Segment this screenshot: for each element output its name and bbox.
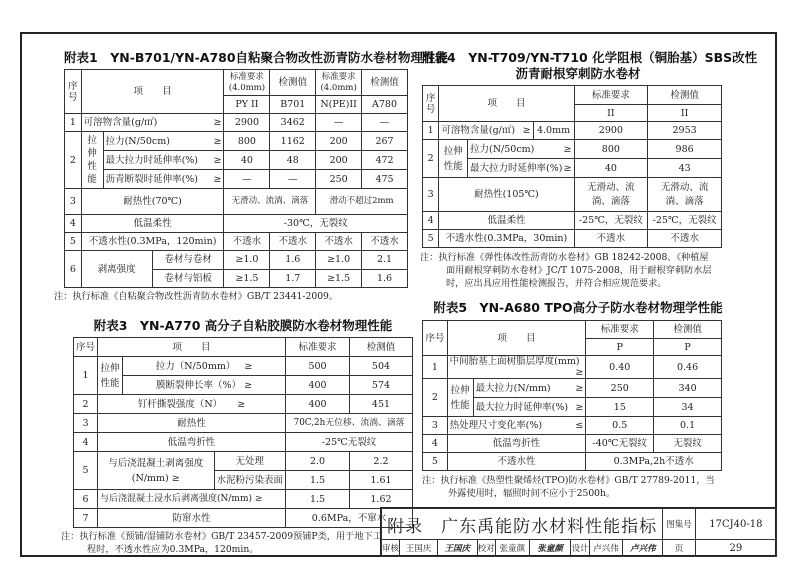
row-item: 膜断裂伸长率（%） ≥: [123, 376, 286, 395]
col-header-val: 检测值: [648, 86, 722, 105]
table5-block: [422, 300, 734, 500]
table-row: [423, 212, 722, 230]
note-line: 时，应出具应用性能检测报告，并符合相应规范要求。: [446, 278, 667, 289]
review-label: 审核: [382, 540, 400, 557]
col-header-item: 项 目: [439, 86, 574, 122]
cell: 40: [574, 159, 648, 178]
sub-header: B701: [270, 96, 316, 114]
row-item: 耐热性(70℃): [81, 189, 224, 215]
table-row: [423, 122, 722, 140]
row-no: 5: [423, 453, 448, 471]
row-no: 2: [423, 140, 439, 178]
table1-note: 注：执行标准《自粘聚合物改性沥青防水卷材》GB/T 23441-2009。: [54, 291, 339, 302]
cell: 滑动不超过2mm: [316, 189, 408, 215]
cell: 1.5: [286, 471, 350, 490]
row-no: 4: [423, 435, 448, 453]
cell: 340: [654, 379, 722, 398]
col-header-std1: 标准要求(4.0mm): [224, 70, 270, 96]
row-item: 无处理: [214, 452, 286, 471]
row-item: 低温弯折性: [98, 433, 286, 452]
cell: 不透水: [316, 233, 362, 251]
row-item: 防窜水性: [98, 509, 286, 528]
cell: 不透水: [224, 233, 270, 251]
table5-note: [422, 474, 734, 500]
sub-header: PY II: [224, 96, 270, 114]
cell: ≥1.0: [316, 251, 362, 270]
cell: —: [316, 114, 362, 132]
row-no: 3: [65, 189, 82, 215]
row-no: 5: [65, 233, 82, 251]
row-no: 3: [423, 417, 448, 435]
title-block: [380, 507, 777, 557]
table-row: [423, 178, 722, 212]
row-no: 1: [423, 122, 439, 140]
note-line: 外露使用时，辐照时间不应小于2500h。: [448, 488, 616, 499]
cell: ≥1.5: [316, 269, 362, 288]
row-item: 可溶物含量(g/㎡) ≥: [81, 114, 224, 132]
cell: 986: [648, 140, 722, 159]
cell: 1.62: [349, 490, 412, 509]
table3-block: [61, 318, 413, 556]
cell: 不透水: [270, 233, 316, 251]
row-item: 热处理尺寸变化率(%) ≤: [447, 417, 586, 435]
cell: 250: [316, 170, 362, 189]
col-header-item: 项 目: [447, 321, 586, 356]
row-item: 低温柔性: [439, 212, 574, 230]
table-row: [65, 189, 408, 215]
note-line: 面用耐根穿刺防水卷材》JC/T 1075-2008，用于耐根穿刺防水层: [446, 265, 712, 276]
row-no: 1: [423, 356, 448, 379]
drawing-title: 附录 广东禹能防水材料性能指标: [382, 509, 663, 540]
cell: 1.5: [286, 490, 350, 509]
designer-signature: 卢兴伟: [623, 540, 663, 557]
row-group: 拉伸性能: [81, 132, 103, 189]
table-row: [65, 233, 408, 251]
note-line: 注：执行标准《弹性体改性沥青防水卷材》GB 18242-2008、《种植屋: [420, 252, 709, 263]
row-no: 6: [65, 251, 82, 288]
cell: 574: [349, 376, 412, 395]
row-item: 与后浇混凝土浸水后剥离强度(N/mm) ≥: [98, 490, 286, 509]
cell: 400: [286, 395, 350, 414]
cell: 0.5: [586, 417, 654, 435]
table-row: [74, 414, 413, 433]
checker-signature: 张童颜: [529, 540, 571, 557]
cell: 无滑动、流淌、滴落: [224, 189, 316, 215]
table-row: [65, 114, 408, 132]
cell: 500: [286, 357, 350, 376]
col-header-item: 项 目: [81, 70, 224, 114]
table-row: [423, 230, 722, 248]
cell: 无滑动、流淌、滴落: [648, 178, 722, 212]
note-line: 注：执行标准《预铺/湿铺防水卷材》GB/T 23457-2009预铺P类，用于地下工: [61, 531, 382, 542]
row-item: 耐热性(105℃): [439, 178, 574, 212]
row-no: 3: [423, 178, 439, 212]
row-no: 1: [74, 357, 98, 395]
cell: —: [362, 114, 408, 132]
cell: 2.1: [362, 251, 408, 270]
cell: 15: [586, 398, 654, 417]
table-row: [423, 453, 722, 471]
table-row: [74, 490, 413, 509]
row-no: 3: [74, 414, 98, 433]
sub-header: P: [654, 339, 722, 356]
cell: 800: [574, 140, 648, 159]
cell: ≥1.5: [224, 269, 270, 288]
row-item: 耐热性: [98, 414, 286, 433]
cell: 2900: [574, 122, 648, 140]
row-group: 拉伸性能: [98, 357, 123, 395]
row-item: 不透水性: [447, 453, 586, 471]
col-header-val1: 检测值: [270, 70, 316, 96]
row-group: 与后浇混凝土剥离强度(N/mm) ≥: [98, 452, 215, 490]
row-item: 沥青断裂时延伸率(%) ≥: [103, 170, 224, 189]
table4-note: [420, 251, 734, 290]
cell: —: [270, 170, 316, 189]
cell: 0.3MPa,2h不透水: [586, 453, 722, 471]
table-row: [423, 356, 722, 379]
row-group: 拉伸性能: [439, 140, 468, 178]
col-header-std: 标准要求: [286, 338, 350, 357]
row-no: 4: [65, 215, 82, 233]
table4-block: [420, 50, 758, 290]
cell: 2.0: [286, 452, 350, 471]
row-no: 4: [423, 212, 439, 230]
row-item: 不透水性(0.3MPa，120min): [81, 233, 224, 251]
cell: 1162: [270, 132, 316, 151]
row-item: 钉杆撕裂强度（N） ≥: [98, 395, 286, 414]
col-header-no: 序号: [423, 321, 448, 356]
cell: 不透水: [574, 230, 648, 248]
cell: 1.7: [270, 269, 316, 288]
row-item: 低温柔性: [81, 215, 224, 233]
row-no: 2: [65, 132, 82, 189]
table4-title-line1: 附表4 YN-T709/YN-T710 化学阻根（铜胎基）SBS改性: [422, 50, 758, 65]
row-item: 拉力（N/50mm） ≥: [123, 357, 286, 376]
table-row: [74, 395, 413, 414]
row-no: 2: [74, 395, 98, 414]
row-item: 拉力(N/50cm) ≥: [468, 140, 574, 159]
note-line: 程时，不透水性应为0.3MPa，120min。: [87, 544, 259, 555]
reviewer-signature: 王国庆: [437, 540, 477, 557]
row-no: 6: [74, 490, 98, 509]
row-no: 7: [74, 509, 98, 528]
design-label: 设计: [571, 540, 589, 557]
cell: 34: [654, 398, 722, 417]
table-row: [74, 452, 413, 471]
table-row: [65, 215, 408, 233]
cell: 1.6: [270, 251, 316, 270]
cell: 无裂纹: [654, 435, 722, 453]
sub-header: P: [586, 339, 654, 356]
reviewer-name: 王国庆: [400, 540, 438, 557]
table3-note: [61, 530, 413, 556]
cell: 451: [349, 395, 412, 414]
table5: [422, 320, 722, 471]
cell: 无滑动、流淌、滴落: [574, 178, 648, 212]
table1: [64, 69, 408, 288]
atlas-label: 图集号: [663, 509, 696, 540]
sub-header: II: [648, 105, 722, 122]
row-group: 剥离强度: [82, 251, 153, 287]
col-header-no: 序号: [65, 70, 82, 114]
row-item: 最大拉力时延伸率(%) ≥: [468, 159, 574, 178]
col-header-no: 序号: [74, 338, 98, 357]
col-header-std: 标准要求: [586, 321, 654, 339]
cell: 0.40: [586, 356, 654, 379]
table4: [422, 85, 722, 248]
sub-header: A780: [362, 96, 408, 114]
row-no: 4: [74, 433, 98, 452]
table-row: [423, 379, 722, 398]
table1-title: 附表1 YN-B701/YN-A780自粘聚合物改性沥青防水卷材物理性能: [64, 50, 449, 65]
table-row: [423, 140, 722, 159]
cell: 3462: [270, 114, 316, 132]
table5-title: 附表5 YN-A680 TPO高分子防水卷材物理学性能: [433, 300, 723, 315]
col-header-val: 检测值: [349, 338, 412, 357]
table3: [73, 337, 413, 528]
table-row: [423, 417, 722, 435]
cell: 267: [362, 132, 408, 151]
table3-title: 附表3 YN-A770 高分子自粘胶膜防水卷材物理性能: [93, 318, 393, 333]
row-item: 卷材与铝板: [164, 272, 212, 284]
note-line: 注：执行标准《热塑性聚烯烃(TPO)防水卷材》GB/T 27789-2011，当: [422, 475, 715, 486]
cell: 0.6MPa，不窜水: [286, 509, 413, 528]
cell: 40: [224, 151, 270, 170]
table-row: [65, 151, 408, 170]
table-row: [74, 433, 413, 452]
cell: 1.61: [349, 471, 412, 490]
table-row: [423, 435, 722, 453]
table-row: [74, 357, 413, 376]
row-spec: 4.0mm: [533, 122, 574, 140]
cell: 200: [316, 151, 362, 170]
check-label: 校对: [477, 540, 495, 557]
row-item: 卷材与卷材: [153, 251, 224, 270]
row-item: 水泥粉污染表面: [214, 471, 286, 490]
row-item: 低温弯折性: [447, 435, 586, 453]
atlas-number: 17CJ40-18: [695, 509, 776, 540]
cell: 472: [362, 151, 408, 170]
row-item: 最大拉力时延伸率(%) ≥: [473, 398, 586, 417]
row-item: 最大拉力时延伸率(%) ≥: [103, 151, 224, 170]
row-item: 中间胎基上面树脂层厚度(mm) ≥: [447, 356, 586, 379]
col-header-no: 序号: [423, 86, 439, 122]
cell: 48: [270, 151, 316, 170]
row-no: 5: [74, 452, 98, 490]
cell: —: [224, 170, 270, 189]
cell: 2953: [648, 122, 722, 140]
row-group: 拉伸性能: [447, 379, 473, 417]
col-header-item: 项 目: [98, 338, 286, 357]
cell: 0.46: [654, 356, 722, 379]
cell: 0.1: [654, 417, 722, 435]
cell: -25℃，无裂纹: [648, 212, 722, 230]
row-item: 可溶物含量(g/㎡) ≥: [439, 122, 533, 140]
designer-name: 卢兴伟: [589, 540, 623, 557]
table4-title-line2: 沥青耐根穿刺防水卷材: [515, 66, 641, 81]
cell: 不透水: [648, 230, 722, 248]
col-header-std: 标准要求: [574, 86, 648, 105]
cell: 1.6: [362, 269, 408, 288]
sub-header: N(PE)II: [316, 96, 362, 114]
table-row: [74, 376, 413, 395]
cell: 43: [648, 159, 722, 178]
row-group-cell: [81, 251, 224, 288]
row-item: 最大拉力(N/mm) ≥: [473, 379, 586, 398]
cell: -40℃无裂纹: [586, 435, 654, 453]
table-row: [65, 132, 408, 151]
col-header-std2: 标准要求(4.0mm): [316, 70, 362, 96]
row-no: 5: [423, 230, 439, 248]
page-label: 页: [663, 540, 696, 557]
cell: 504: [349, 357, 412, 376]
cell: 400: [286, 376, 350, 395]
cell: 2.2: [349, 452, 412, 471]
checker-name: 张童颜: [495, 540, 529, 557]
row-item: 拉力(N/50cm) ≥: [103, 132, 224, 151]
row-no: 1: [65, 114, 82, 132]
table-row: [74, 509, 413, 528]
row-no: 2: [423, 379, 448, 417]
cell: -25℃无裂纹: [286, 433, 413, 452]
col-header-val: 检测值: [654, 321, 722, 339]
table-row: [65, 170, 408, 189]
cell: 70C,2h无位移、流淌、滴落: [286, 414, 413, 433]
table1-block: [54, 50, 449, 303]
cell: 2900: [224, 114, 270, 132]
col-header-val2: 检测值: [362, 70, 408, 96]
cell: 475: [362, 170, 408, 189]
sub-header: II: [574, 105, 648, 122]
cell: -30℃，无裂纹: [224, 215, 408, 233]
row-item: 不透水性(0.3MPa，30min): [439, 230, 574, 248]
table-row: [423, 159, 722, 178]
cell: 800: [224, 132, 270, 151]
cell: 250: [586, 379, 654, 398]
table-row: [65, 251, 408, 270]
cell: 不透水: [362, 233, 408, 251]
page-number: 29: [695, 540, 776, 557]
cell: ≥1.0: [224, 251, 270, 270]
cell: -25℃，无裂纹: [574, 212, 648, 230]
cell: 200: [316, 132, 362, 151]
